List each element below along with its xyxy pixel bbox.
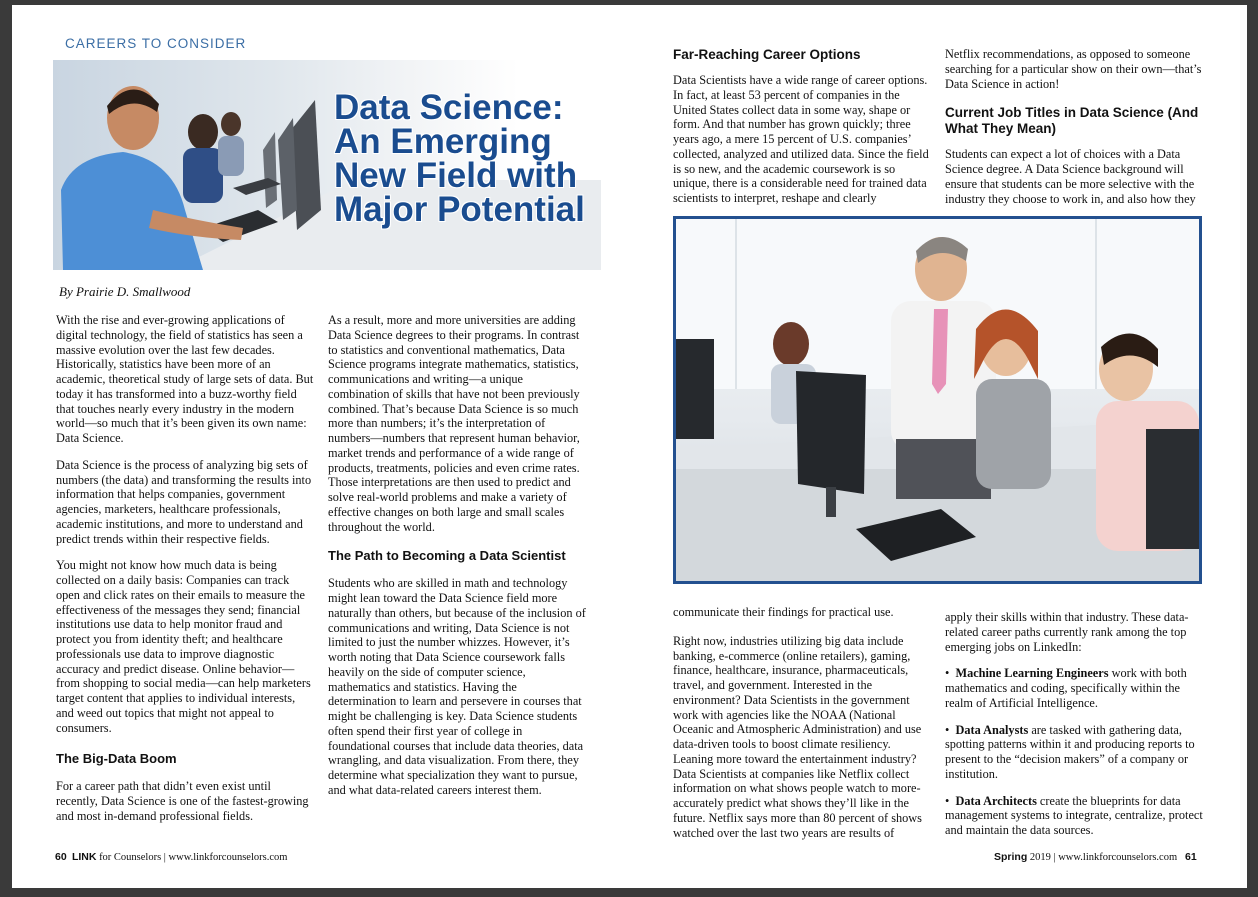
term: Data Architects (955, 793, 1037, 808)
paragraph: communicate their findings for practical use. (673, 605, 894, 619)
byline: By Prairie D. Smallwood (59, 284, 191, 299)
section-heading-job-titles: Current Job Titles in Data Science (And What They Mean) (945, 105, 1199, 137)
paragraph: Right now, industries utilizing big data include banking, e-commerce (online retailers), gaming, finance, healthcare, insurance, pharmaceuticals, travel, and government. Interested in the environment? Data Scientists in the government work with agencies like the NOAA (National Oceanic and Atmospheric Administration) and use data-driven tools to boost climate resiliency. Leaning more toward the entertainment industry? Data Scientists at companies like Netflix collect information on what shows people watch to more-accurately predict what shows they’ll like in the future. Netflix says more than 80 percent of shows watched over the last two years are results of (673, 633, 922, 840)
section-kicker: CAREERS TO CONSIDER (65, 36, 247, 51)
paragraph: Students can expect a lot of choices with a Data Science degree. A Data Science background will ensure that students can be more selective with the industry they choose to work in, and also how they (945, 147, 1196, 206)
section-heading-path: The Path to Becoming a Data Scientist (328, 548, 566, 564)
right-column-2-top (945, 47, 1203, 218)
list-item-data-architects: • Data Architects create the blueprints for data management systems to integrate, centralize, protect and maintain the data sources. (945, 793, 1203, 837)
section-heading-far-reaching: Far-Reaching Career Options (673, 47, 861, 62)
list-item-data-analysts: • Data Analysts are tasked with gathering data, spotting patterns within it and producing reports to present to the “decision makers” of a company or institution. (945, 722, 1195, 781)
paragraph: With the rise and ever-growing applications of digital technology, the field of statistics has seen a massive evolution over the last few decades. Historically, statistics have been more of an academic, theoretical study of large sets of data. But today it has transformed into a buzz-worthy field that touches nearly every industry in the modern world—so much that it’s been given its own name: Data Science. (56, 313, 314, 445)
right-column-1-bottom (673, 605, 931, 852)
term: Machine Learning Engineers (955, 666, 1109, 681)
definition: work with both mathematics and coding, specifically within the realm of Artificial Intelligence. (945, 666, 1187, 710)
brand-name: LINK (71, 851, 97, 863)
left-footer (55, 851, 287, 863)
page-number: 61 (1184, 851, 1197, 863)
page-number: 60 (55, 851, 67, 863)
term: Data Analysts (955, 722, 1029, 737)
list-item-machine-learning: • Machine Learning Engineers work with both mathematics and coding, specifically within the realm of Artificial Intelligence. (945, 666, 1187, 710)
footer-text: 2019 | www.linkforcounselors.com (1027, 852, 1178, 863)
right-column-2-bottom (945, 610, 1203, 850)
definition: create the blueprints for data management systems to integrate, centralize, protect and maintain the data sources. (945, 793, 1203, 837)
office-photo-data-team (673, 216, 1202, 584)
season: Spring (994, 851, 1028, 863)
right-column-1-top (673, 47, 931, 218)
footer-text: for Counselors | www.linkforcounselors.com (96, 852, 288, 863)
office-illustration (676, 219, 1199, 581)
left-column-2 (328, 313, 586, 810)
paragraph: Students who are skilled in math and technology might lean toward the Data Science field more naturally than others, but because of the inclusion of communications and writing, Data Science is not limited to just the number whizzes. However, it’s worth noting that Data Science coursework falls heavily on the side of computer science, mathematics and statistics. Having the determination to learn and persevere in courses that might be challenging is key. Data Science students often spend their first year of college in foundational courses that include data theories, data wrangling, and data visualization. From there, they determine what specialization they want to pursue, and what data-related careers interest them. (328, 576, 586, 797)
paragraph: Data Scientists have a wide range of career options. In fact, at least 53 percent of companies in the United States collect data in some way, shape or form. And that number has grown quickly; three years ago, a mere 15 percent of U.S. companies’ collected, analyzed and utilized data. Since the field is so new, and the academic coursework is so unique, there is a considerable need for trained data scientists to interpret, reshape and clearly (673, 73, 929, 205)
section-heading-big-data: The Big-Data Boom (56, 751, 177, 767)
paragraph: As a result, more and more universities are adding Data Science degrees to their programs. In contrast to statistics and conventional mathematics, Data Science programs integrate mathematics, statistics, communications and writing—a unique combination of skills that have not been previously combined. That’s because Data Science is so much more than numbers; it’s the interpretation of numbers—numbers that represent human behavior, market trends and performance of a wide range of products, treatments, policies and even crime rates. Those interpretations are then used to predict and solve real-world problems and make a variety of effective changes on both large and small scales throughout the world. (328, 313, 580, 534)
right-footer (994, 851, 1197, 863)
article-title: Data Science: An Emerging New Field with Major Potential (334, 88, 585, 229)
paragraph: Netflix recommendations, as opposed to someone searching for a particular show on their own—that’s Data Science in action! (945, 47, 1202, 91)
paragraph: Data Science is the process of analyzing big sets of numbers (the data) and transforming the results into information that helps companies, government agencies, marketers, healthcare professionals, academic institutions, and more to understand and predict trends within their respective fields. (56, 457, 312, 546)
paragraph: apply their skills within that industry. These data-related career paths currently rank among the top emerging jobs on LinkedIn: (945, 610, 1189, 654)
paragraph: For a career path that didn’t even exist until recently, Data Science is one of the fastest-growing and most in-demand professional fields. (56, 779, 309, 823)
paragraph: You might not know how much data is being collected on a daily basis: Companies can track open and click rates on their emails to measure the effectiveness of the messages they send; financial institutions use data to help monitor fraud and protect you from identity theft; and healthcare professionals use data to improve diagnostic accuracy and predict disease. Online behavior—from shopping to social media—can help marketers target content that applies to individual interests, and weed out topics that might not appeal to consumers. (56, 558, 311, 735)
magazine-spread (12, 5, 1247, 888)
left-column-1 (56, 313, 314, 836)
definition: are tasked with gathering data, spotting patterns within it and producing reports to present to the “decision makers” of a company or institution. (945, 722, 1195, 781)
